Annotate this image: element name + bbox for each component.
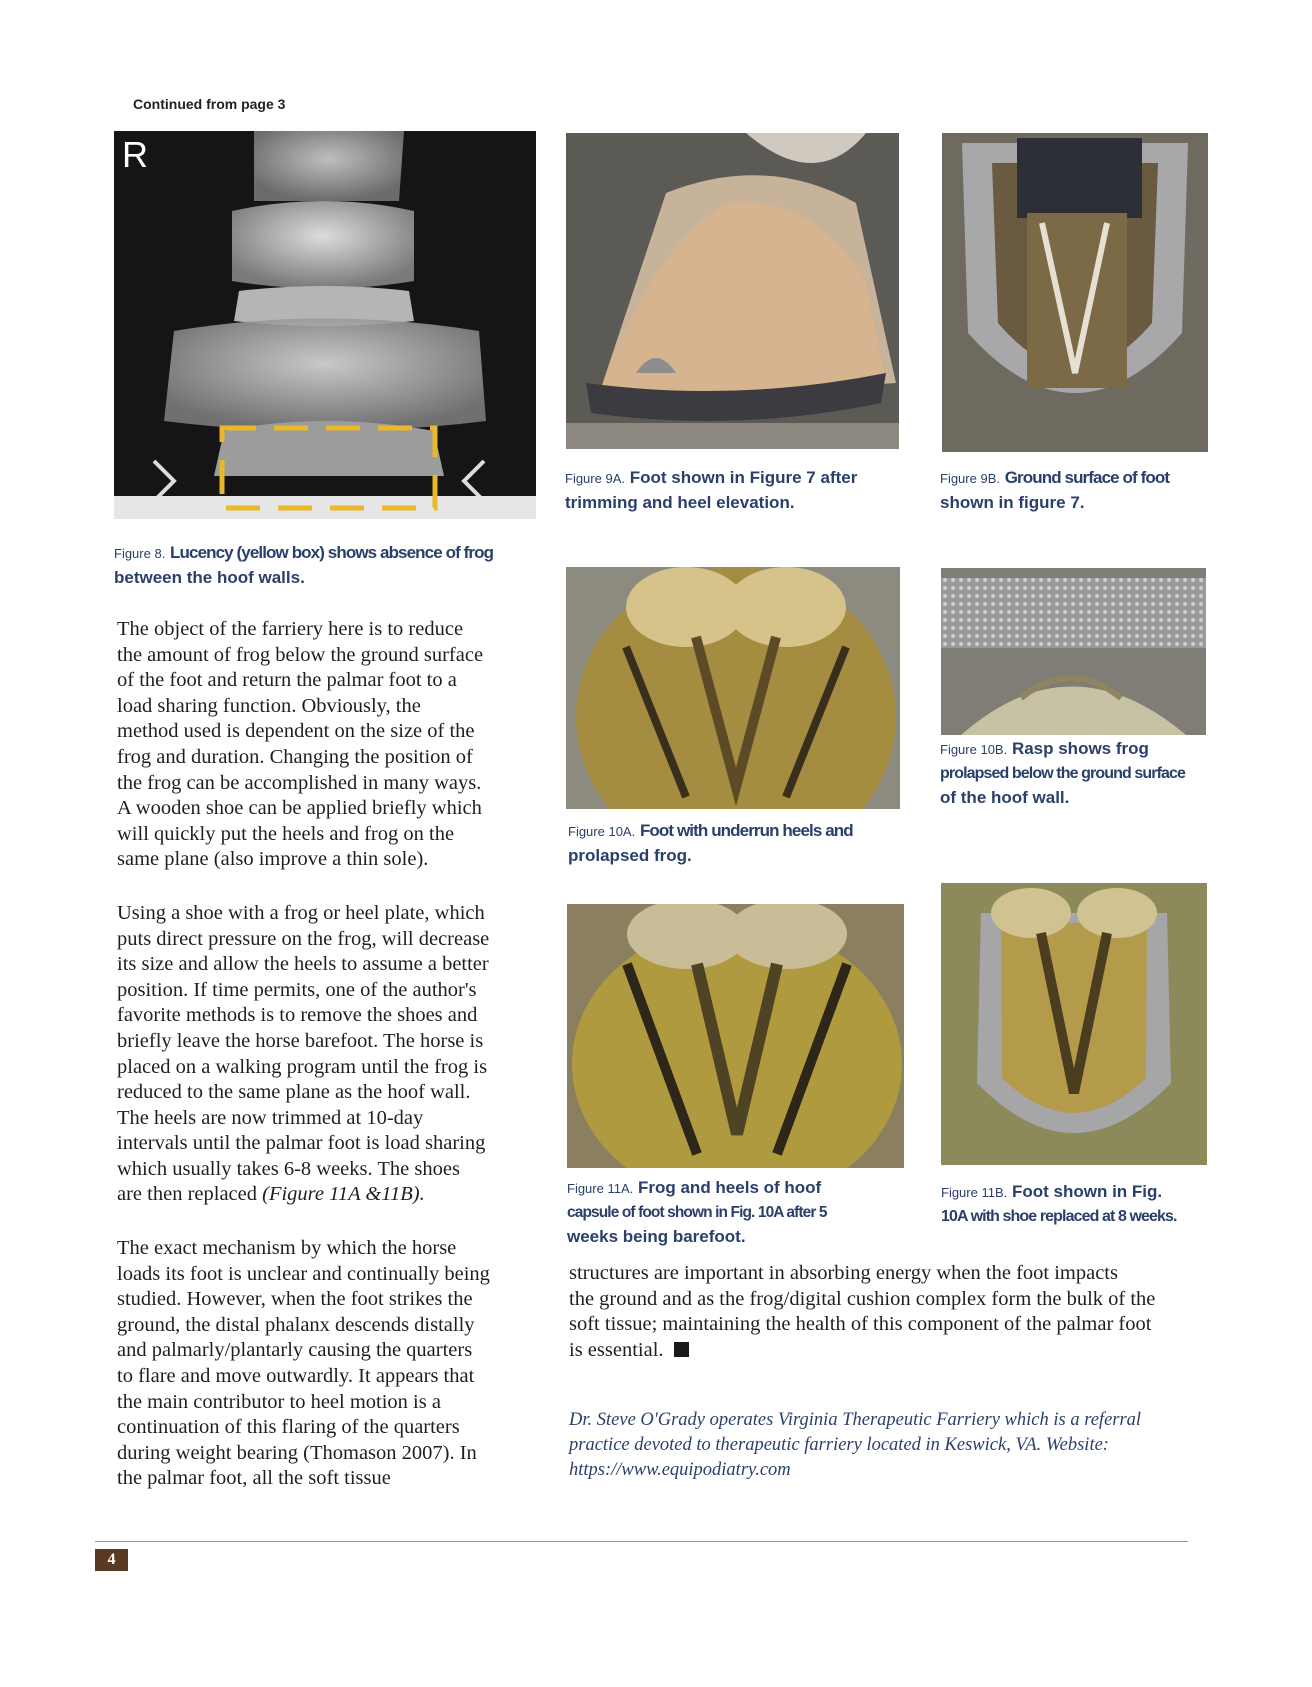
figure-10a-image: [566, 567, 900, 809]
figure-11a-image: [567, 904, 904, 1168]
figure-11a-caption: Figure 11A. Frog and heels of hoof capsule of foot shown in Fig. 10A after 5 weeks being barefoot.: [567, 1178, 827, 1246]
figure-9a-caption: Figure 9A. Foot shown in Figure 7 after trimming and heel elevation.: [565, 468, 858, 512]
author-bio: Dr. Steve O'Grady operates Virginia Therapeutic Farriery which is a referral practice devoted to therapeutic farriery located in Keswick, VA. Website: https://www.equipodiatry.com: [569, 1408, 1209, 1483]
figure-reference: (Figure 11A &11B).: [262, 1183, 425, 1206]
figure-11b-caption: Figure 11B. Foot shown in Fig. 10A with shoe replaced at 8 weeks.: [941, 1182, 1177, 1225]
figure-8-caption: Figure 8. Lucency (yellow box) shows absence of frog between the hoof walls.: [114, 543, 494, 587]
continued-note: Continued from page 3: [133, 96, 286, 112]
figure-11b-image: [941, 883, 1207, 1165]
figure-8-xray-image: [114, 131, 536, 519]
figure-9b-image: [942, 133, 1208, 452]
xray-side-marker: R: [122, 134, 148, 175]
figure-10b-image: [941, 568, 1206, 735]
footer-divider: [95, 1541, 1188, 1542]
page-number: 4: [95, 1549, 128, 1571]
figure-10a-caption: Figure 10A. Foot with underrun heels and prolapsed frog.: [568, 821, 853, 865]
article-right-column: structures are important in absorbing energy when the foot impacts the ground and as the frog/digital cushion complex form the bulk of the soft tissue; maintaining the health of this component of the palmar foot is essential.: [569, 1262, 1156, 1361]
figure-9a-image: [566, 133, 899, 449]
end-of-article-mark: [674, 1342, 689, 1357]
figure-9b-caption: Figure 9B. Ground surface of foot shown in figure 7.: [940, 468, 1170, 512]
figure-10b-caption: Figure 10B. Rasp shows frog prolapsed below the ground surface of the hoof wall.: [940, 739, 1185, 807]
website-link[interactable]: https://www.equipodiatry.com: [569, 1460, 791, 1480]
article-left-column: The object of the farriery here is to reduce the amount of frog below the ground surface of the foot and return the palmar foot to a load sharing function. Obviously, the method used is dependent on the size of the frog and duration. Changing the position of the frog can be accomplished in many ways. A wooden shoe can be applied briefly which will quickly put the heels and frog on the same plane (also improve a thin sole). Using a shoe with a frog or heel plate, which puts direct pressure on the frog, will decrease its size and allow the heels to assume a better position. If time permits, one of the author's favorite methods is to remove the shoes and briefly leave the horse barefoot. The horse is placed on a walking program until the frog is reduced to the same plane as the hoof wall. The heels are now trimmed at 10-day intervals until the palmar foot is load sharing which usually takes 6-8 weeks. The shoes are then replaced (Figure 11A &11B). The exact mechanism by which the horse loads its foot is unclear and continually being studied. However, when the foot strikes the ground, the distal phalanx descends distally and palmarly/plantarly causing the quarters to flare and move outwardly. It appears that the main contributor to heel motion is a continuation of this flaring of the quarters during weight bearing (Thomason 2007). In the palmar foot, all the soft tissue: [117, 618, 490, 1490]
